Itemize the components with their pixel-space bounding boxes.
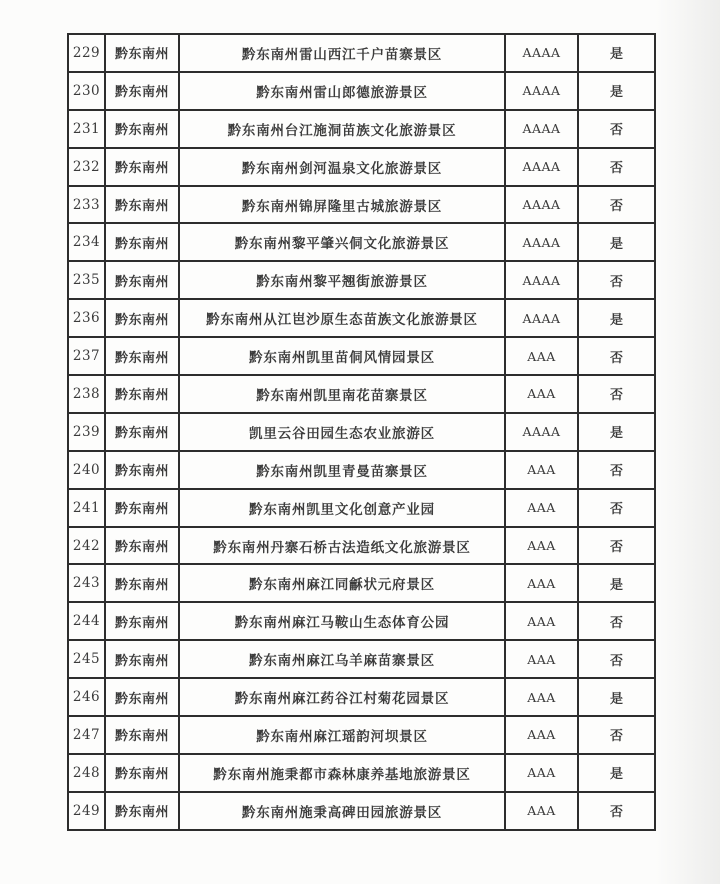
cell-rating: AAA bbox=[505, 792, 578, 830]
cell-name: 黔东南州麻江马鞍山生态体育公园 bbox=[179, 602, 505, 640]
cell-rating: AAAA bbox=[505, 186, 578, 224]
table-row bbox=[68, 413, 655, 451]
cell-status: 否 bbox=[578, 602, 655, 640]
cell-no: 240 bbox=[68, 451, 105, 489]
cell-rating: AAA bbox=[505, 716, 578, 754]
cell-name: 黔东南州凯里苗侗风情园景区 bbox=[179, 337, 505, 375]
cell-status: 是 bbox=[578, 299, 655, 337]
table-row bbox=[68, 678, 655, 716]
cell-no: 233 bbox=[68, 186, 105, 224]
cell-status: 否 bbox=[578, 375, 655, 413]
cell-name: 黔东南州凯里南花苗寨景区 bbox=[179, 375, 505, 413]
cell-no: 239 bbox=[68, 413, 105, 451]
cell-region: 黔东南州 bbox=[105, 489, 179, 527]
cell-name: 黔东南州雷山郎德旅游景区 bbox=[179, 72, 505, 110]
cell-region: 黔东南州 bbox=[105, 640, 179, 678]
cell-status: 否 bbox=[578, 792, 655, 830]
cell-name: 凯里云谷田园生态农业旅游区 bbox=[179, 413, 505, 451]
cell-rating: AAA bbox=[505, 602, 578, 640]
cell-region: 黔东南州 bbox=[105, 186, 179, 224]
cell-no: 249 bbox=[68, 792, 105, 830]
cell-no: 235 bbox=[68, 261, 105, 299]
cell-rating: AAA bbox=[505, 527, 578, 565]
table-row bbox=[68, 148, 655, 186]
cell-name: 黔东南州施秉都市森林康养基地旅游景区 bbox=[179, 754, 505, 792]
table-row bbox=[68, 451, 655, 489]
cell-region: 黔东南州 bbox=[105, 413, 179, 451]
table-row bbox=[68, 34, 655, 72]
table-row bbox=[68, 299, 655, 337]
cell-no: 242 bbox=[68, 527, 105, 565]
cell-region: 黔东南州 bbox=[105, 792, 179, 830]
cell-status: 是 bbox=[578, 72, 655, 110]
cell-name: 黔东南州从江岜沙原生态苗族文化旅游景区 bbox=[179, 299, 505, 337]
table-row bbox=[68, 564, 655, 602]
cell-no: 229 bbox=[68, 34, 105, 72]
cell-no: 245 bbox=[68, 640, 105, 678]
cell-region: 黔东南州 bbox=[105, 527, 179, 565]
cell-status: 是 bbox=[578, 413, 655, 451]
cell-region: 黔东南州 bbox=[105, 72, 179, 110]
cell-status: 否 bbox=[578, 337, 655, 375]
scenic-table-body bbox=[68, 34, 655, 830]
table-row bbox=[68, 261, 655, 299]
cell-rating: AAA bbox=[505, 678, 578, 716]
cell-no: 243 bbox=[68, 564, 105, 602]
cell-region: 黔东南州 bbox=[105, 678, 179, 716]
table-row bbox=[68, 186, 655, 224]
cell-region: 黔东南州 bbox=[105, 34, 179, 72]
table-row bbox=[68, 489, 655, 527]
cell-region: 黔东南州 bbox=[105, 716, 179, 754]
cell-status: 否 bbox=[578, 527, 655, 565]
cell-status: 否 bbox=[578, 640, 655, 678]
cell-rating: AAAA bbox=[505, 34, 578, 72]
cell-name: 黔东南州黎平肇兴侗文化旅游景区 bbox=[179, 223, 505, 261]
cell-no: 241 bbox=[68, 489, 105, 527]
cell-rating: AAAA bbox=[505, 261, 578, 299]
cell-status: 否 bbox=[578, 716, 655, 754]
table-row bbox=[68, 337, 655, 375]
cell-name: 黔东南州凯里文化创意产业园 bbox=[179, 489, 505, 527]
table-row bbox=[68, 640, 655, 678]
cell-name: 黔东南州麻江乌羊麻苗寨景区 bbox=[179, 640, 505, 678]
cell-region: 黔东南州 bbox=[105, 110, 179, 148]
cell-rating: AAAA bbox=[505, 110, 578, 148]
cell-no: 231 bbox=[68, 110, 105, 148]
cell-status: 是 bbox=[578, 34, 655, 72]
cell-status: 否 bbox=[578, 148, 655, 186]
cell-no: 234 bbox=[68, 223, 105, 261]
cell-region: 黔东南州 bbox=[105, 451, 179, 489]
table-row bbox=[68, 223, 655, 261]
cell-name: 黔东南州麻江瑶韵河坝景区 bbox=[179, 716, 505, 754]
cell-status: 否 bbox=[578, 261, 655, 299]
cell-status: 否 bbox=[578, 186, 655, 224]
cell-status: 否 bbox=[578, 489, 655, 527]
cell-name: 黔东南州丹寨石桥古法造纸文化旅游景区 bbox=[179, 527, 505, 565]
cell-region: 黔东南州 bbox=[105, 148, 179, 186]
cell-rating: AAAA bbox=[505, 148, 578, 186]
cell-status: 是 bbox=[578, 678, 655, 716]
cell-region: 黔东南州 bbox=[105, 564, 179, 602]
scenic-area-table bbox=[67, 33, 656, 831]
cell-rating: AAA bbox=[505, 375, 578, 413]
cell-region: 黔东南州 bbox=[105, 754, 179, 792]
cell-rating: AAA bbox=[505, 564, 578, 602]
cell-region: 黔东南州 bbox=[105, 223, 179, 261]
cell-region: 黔东南州 bbox=[105, 299, 179, 337]
cell-name: 黔东南州黎平翘街旅游景区 bbox=[179, 261, 505, 299]
table-row bbox=[68, 716, 655, 754]
cell-no: 230 bbox=[68, 72, 105, 110]
cell-no: 232 bbox=[68, 148, 105, 186]
cell-region: 黔东南州 bbox=[105, 375, 179, 413]
cell-no: 246 bbox=[68, 678, 105, 716]
table-row bbox=[68, 602, 655, 640]
cell-no: 247 bbox=[68, 716, 105, 754]
cell-rating: AAA bbox=[505, 489, 578, 527]
table-row bbox=[68, 375, 655, 413]
cell-name: 黔东南州施秉高碑田园旅游景区 bbox=[179, 792, 505, 830]
cell-name: 黔东南州剑河温泉文化旅游景区 bbox=[179, 148, 505, 186]
cell-rating: AAA bbox=[505, 754, 578, 792]
cell-name: 黔东南州雷山西江千户苗寨景区 bbox=[179, 34, 505, 72]
cell-rating: AAAA bbox=[505, 413, 578, 451]
table-row bbox=[68, 754, 655, 792]
cell-no: 248 bbox=[68, 754, 105, 792]
cell-no: 236 bbox=[68, 299, 105, 337]
cell-region: 黔东南州 bbox=[105, 602, 179, 640]
cell-status: 否 bbox=[578, 110, 655, 148]
cell-region: 黔东南州 bbox=[105, 261, 179, 299]
cell-rating: AAAA bbox=[505, 72, 578, 110]
cell-status: 否 bbox=[578, 451, 655, 489]
cell-rating: AAAA bbox=[505, 299, 578, 337]
cell-name: 黔东南州台江施洞苗族文化旅游景区 bbox=[179, 110, 505, 148]
cell-no: 237 bbox=[68, 337, 105, 375]
cell-status: 是 bbox=[578, 223, 655, 261]
cell-status: 是 bbox=[578, 754, 655, 792]
cell-no: 244 bbox=[68, 602, 105, 640]
cell-rating: AAAA bbox=[505, 223, 578, 261]
cell-rating: AAA bbox=[505, 451, 578, 489]
table-row bbox=[68, 527, 655, 565]
cell-no: 238 bbox=[68, 375, 105, 413]
cell-region: 黔东南州 bbox=[105, 337, 179, 375]
cell-name: 黔东南州凯里青曼苗寨景区 bbox=[179, 451, 505, 489]
table-row bbox=[68, 110, 655, 148]
table-row bbox=[68, 792, 655, 830]
cell-name: 黔东南州麻江药谷江村菊花园景区 bbox=[179, 678, 505, 716]
cell-rating: AAA bbox=[505, 337, 578, 375]
cell-name: 黔东南州麻江同龢状元府景区 bbox=[179, 564, 505, 602]
cell-rating: AAA bbox=[505, 640, 578, 678]
table-row bbox=[68, 72, 655, 110]
cell-status: 是 bbox=[578, 564, 655, 602]
cell-name: 黔东南州锦屏隆里古城旅游景区 bbox=[179, 186, 505, 224]
